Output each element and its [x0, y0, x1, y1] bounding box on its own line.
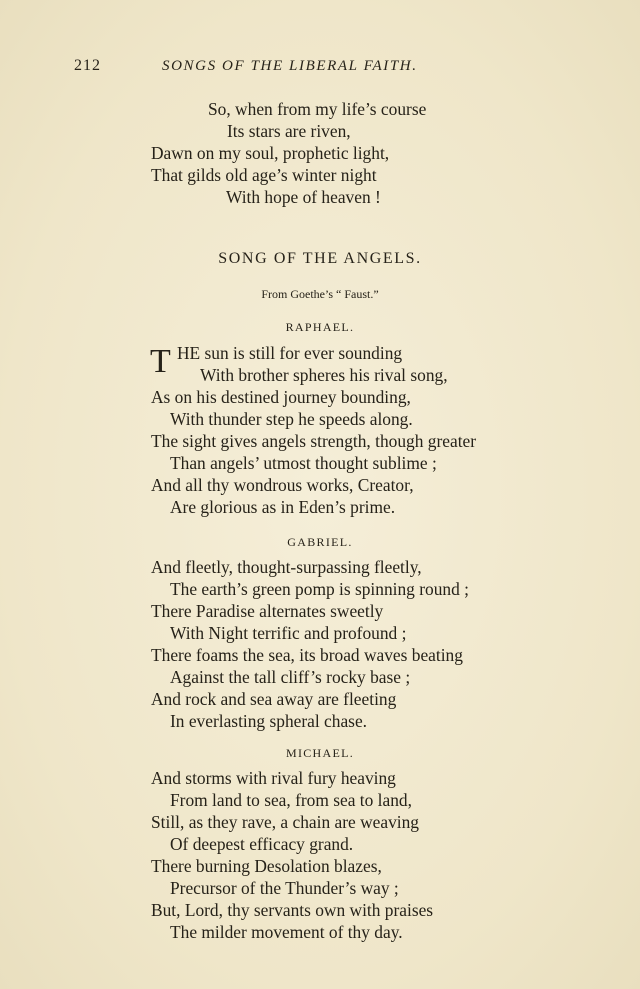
verse-line: There foams the sea, its broad waves beating [151, 645, 463, 665]
verse-line: With Night terrific and profound ; [170, 623, 407, 643]
verse-line: Still, as they rave, a chain are weaving [151, 812, 420, 832]
speaker-raphael: RAPHAEL. [285, 320, 355, 334]
verse-line: There burning Desolation blazes, [151, 856, 382, 876]
verse-line: With hope of heaven ! [226, 187, 381, 207]
speaker-gabriel: GABRIEL. [287, 535, 353, 549]
verse-line: Of deepest efficacy grand. [170, 834, 354, 854]
verse-line: And rock and sea away are fleeting [151, 689, 397, 709]
verse-line: With thunder step he speeds along. [170, 409, 413, 429]
verse-line: From land to sea, from sea to land, [170, 790, 412, 810]
verse-line: Its stars are riven, [227, 121, 351, 141]
running-title: SONGS OF THE LIBERAL FAITH. [162, 58, 418, 74]
poem-subtitle: From Goethe’s “ Faust.” [261, 287, 379, 301]
verse-line: But, Lord, thy servants own with praises [151, 900, 434, 920]
verse-line: So, when from my life’s course [208, 99, 427, 119]
verse-line: And storms with rival fury heaving [151, 768, 396, 788]
verse-line: Than angels’ utmost thought sublime ; [170, 453, 437, 473]
verse-line: Precursor of the Thunder’s way ; [170, 878, 399, 898]
verse-line: Are glorious as in Eden’s prime. [170, 497, 396, 517]
verse-line: As on his destined journey bounding, [151, 387, 411, 407]
verse-line: The earth’s green pomp is spinning round ; [170, 579, 469, 599]
poem-title: SONG OF THE ANGELS. [218, 250, 422, 267]
verse-line: And fleetly, thought-surpassing fleetly, [151, 557, 422, 577]
verse-line: And all thy wondrous works, Creator, [151, 475, 414, 495]
speaker-michael: MICHAEL. [285, 746, 355, 760]
verse-line: That gilds old age’s winter night [151, 165, 377, 185]
page-number: 212 [74, 57, 101, 74]
verse-line: In everlasting spheral chase. [170, 711, 368, 731]
page-header [0, 52, 640, 82]
drop-cap: T [150, 343, 171, 380]
verse-line: The sight gives angels strength, though greater [151, 431, 477, 451]
verse-line: Against the tall cliff’s rocky base ; [170, 667, 411, 687]
verse-line: The milder movement of thy day. [170, 922, 403, 942]
verse-line: Dawn on my soul, prophetic light, [151, 143, 390, 163]
verse-line: With brother spheres his rival song, [200, 365, 448, 385]
verse-line: There Paradise alternates sweetly [151, 601, 384, 621]
verse-line: HE sun is still for ever sounding [177, 343, 403, 363]
